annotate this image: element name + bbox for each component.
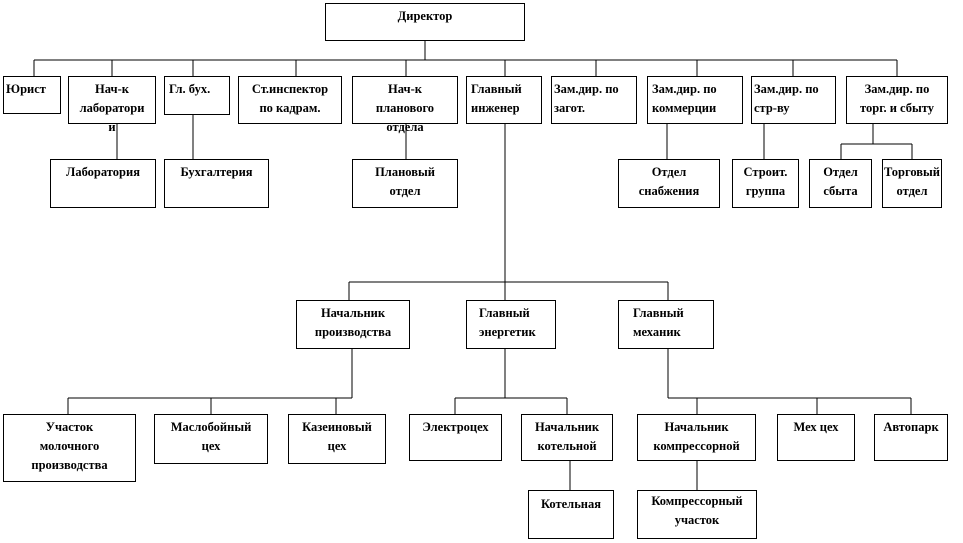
node-planning-dept: Плановый отдел [352, 159, 458, 208]
node-chief-engineer: Главный инженер [466, 76, 542, 124]
node-accounting: Бухгалтерия [164, 159, 269, 208]
node-chief-mechanic: Главный механик [618, 300, 714, 349]
node-supply-dept: Отдел снабжения [618, 159, 720, 208]
node-planning-head: Нач-к планового отдела [352, 76, 458, 124]
node-construction-group: Строит. группа [732, 159, 799, 208]
node-hr-inspector: Ст.инспектор по кадрам. [238, 76, 342, 124]
node-casein-shop: Казеиновый цех [288, 414, 386, 464]
node-boiler-head: Начальник котельной [521, 414, 613, 461]
node-milk-section: Участок молочного производства [3, 414, 136, 482]
node-butter-shop: Маслобойный цех [154, 414, 268, 464]
node-compressor-section: Компрессорный участок [637, 490, 757, 539]
node-chief-power-engineer: Главный энергетик [466, 300, 556, 349]
node-mech-shop: Мех цех [777, 414, 855, 461]
node-production-head: Начальник производства [296, 300, 410, 349]
node-electric-shop: Электроцех [409, 414, 502, 461]
node-lab-head: Нач-к лаборатори и [68, 76, 156, 124]
node-deputy-procurement: Зам.дир. по загот. [551, 76, 637, 124]
node-laboratory: Лаборатория [50, 159, 156, 208]
node-motor-pool: Автопарк [874, 414, 948, 461]
node-trade-dept: Торговый отдел [882, 159, 942, 208]
node-lawyer: Юрист [3, 76, 61, 114]
node-compressor-head: Начальник компрессорной [637, 414, 756, 461]
node-deputy-trade: Зам.дир. по торг. и сбыту [846, 76, 948, 124]
node-director: Директор [325, 3, 525, 41]
node-sales-dept: Отдел сбыта [809, 159, 872, 208]
node-deputy-construction: Зам.дир. по стр-ву [751, 76, 836, 124]
node-chief-accountant: Гл. бух. [164, 76, 230, 115]
node-deputy-commerce: Зам.дир. по коммерции [647, 76, 743, 124]
node-boiler-room: Котельная [528, 490, 614, 539]
